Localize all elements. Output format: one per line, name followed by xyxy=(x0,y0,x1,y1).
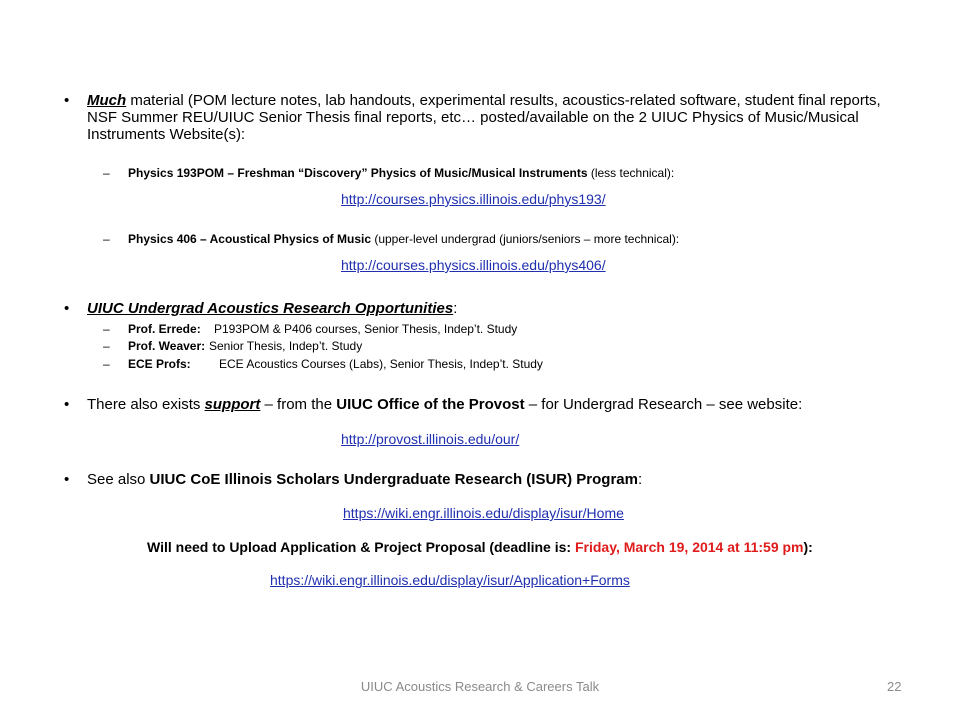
bullet-dot: • xyxy=(64,471,70,488)
sub-2-course: Physics 406 – Acoustical Physics of Music xyxy=(128,232,371,246)
prof-errede-dash: – xyxy=(103,322,110,336)
bullet-3-text xyxy=(87,396,802,413)
bullet-3-mid: – from the xyxy=(260,396,337,413)
deadline-note-text: Will need to Upload Application & Project Proposal (deadline is: xyxy=(147,539,575,555)
bullet-4-pre: See also xyxy=(87,471,150,488)
isur-home-link[interactable]: https://wiki.engr.illinois.edu/display/isur/Home xyxy=(343,505,624,521)
bullet-1-emphasis: Much xyxy=(87,92,127,109)
bullet-3-pre: There also exists xyxy=(87,396,205,413)
sub-1-text xyxy=(128,166,674,180)
sub-1-rest: (less technical): xyxy=(587,166,675,180)
phys406-link[interactable]: http://courses.physics.illinois.edu/phys406/ xyxy=(341,257,606,273)
bullet-4-text xyxy=(87,471,642,488)
sub-2-dash: – xyxy=(103,232,110,246)
ece-profs-dash: – xyxy=(103,357,110,371)
prof-errede-text: P193POM & P406 courses, Senior Thesis, Indep’t. Study xyxy=(214,322,518,336)
provost-link[interactable]: http://provost.illinois.edu/our/ xyxy=(341,431,520,447)
isur-program: UIUC CoE Illinois Scholars Undergraduate Research (ISUR) Program xyxy=(149,471,638,488)
footer-title: UIUC Acoustics Research & Careers Talk xyxy=(360,679,600,694)
page-number: 22 xyxy=(887,679,902,694)
opportunities-colon: : xyxy=(453,300,458,317)
prof-errede-label: Prof. Errede: xyxy=(128,322,201,336)
prof-weaver-dash: – xyxy=(103,339,110,353)
bullet-dot: • xyxy=(64,396,70,413)
prof-weaver-label: Prof. Weaver: xyxy=(128,339,206,353)
bullet-1-text xyxy=(87,92,887,143)
bullet-dot: • xyxy=(64,300,70,317)
ece-profs-text: ECE Acoustics Courses (Labs), Senior Thesis, Indep’t. Study xyxy=(219,357,543,371)
bullet-2-heading xyxy=(87,300,457,317)
isur-forms-link[interactable]: https://wiki.engr.illinois.edu/display/isur/Application+Forms xyxy=(270,572,630,588)
deadline-note xyxy=(147,539,813,555)
prof-weaver-text: Senior Thesis, Indep’t. Study xyxy=(209,339,363,353)
deadline-date: Friday, March 19, 2014 at 11:59 pm xyxy=(574,539,804,555)
bullet-dot: • xyxy=(64,92,70,109)
phys193-link[interactable]: http://courses.physics.illinois.edu/phys193/ xyxy=(341,191,606,207)
bullet-4-post: : xyxy=(638,471,643,488)
bullet-1-body: material (POM lecture notes, lab handouts, experimental results, acoustics-related software, student final reports, NSF Summer REU/UIUC Senior Thesis final reports, etc… posted/available on the 2 UIUC Physics of Music/Musical Instruments Website(s): xyxy=(87,92,881,143)
bullet-3-post: – for Undergrad Research – see website: xyxy=(524,396,803,413)
deadline-note-end: ): xyxy=(803,539,813,555)
sub-2-text xyxy=(128,232,679,246)
sub-2-rest: (upper-level undergrad (juniors/seniors – more technical): xyxy=(371,232,680,246)
opportunities-title: UIUC Undergrad Acoustics Research Opportunities xyxy=(87,300,454,317)
ece-profs-label: ECE Profs: xyxy=(128,357,191,371)
sub-1-course: Physics 193POM – Freshman “Discovery” Physics of Music/Musical Instruments xyxy=(128,166,588,180)
sub-1-dash: – xyxy=(103,166,110,180)
support-emphasis: support xyxy=(204,396,261,413)
provost-office: UIUC Office of the Provost xyxy=(336,396,525,413)
